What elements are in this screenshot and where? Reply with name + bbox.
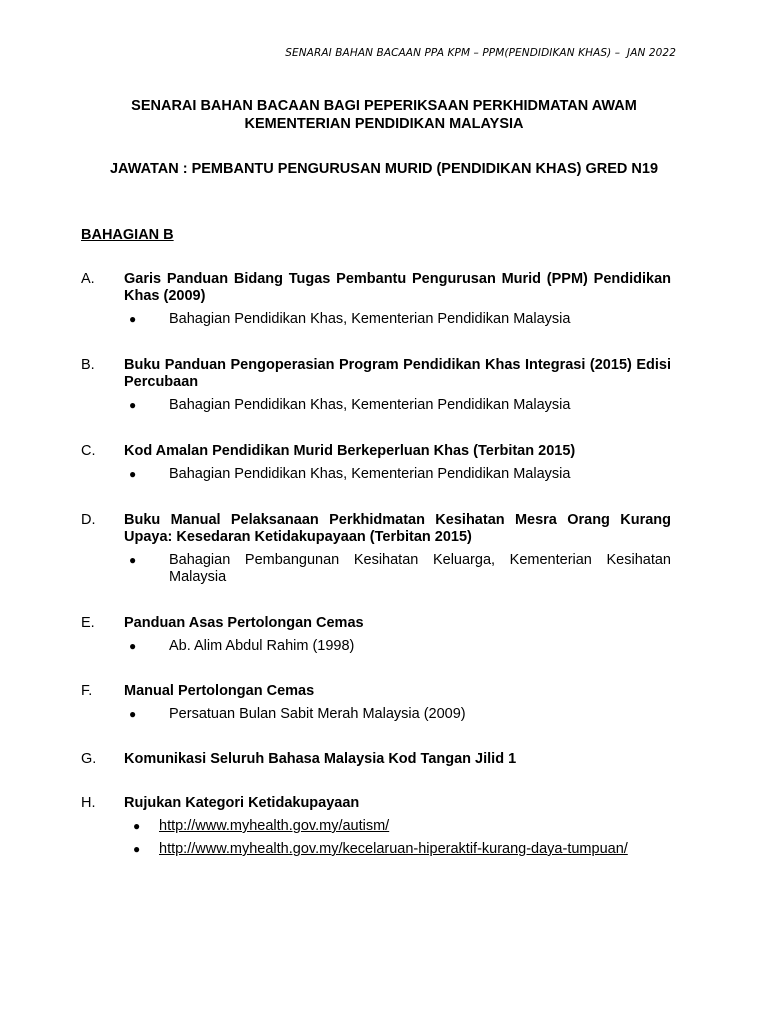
- reading-item-d: [81, 512, 671, 592]
- position-title: JAWATAN : PEMBANTU PENGURUSAN MURID (PENDIDIKAN KHAS) GRED N19: [109, 161, 659, 177]
- item-letter: D.: [81, 512, 96, 528]
- sub-item-text: Bahagian Pembangunan Kesihatan Keluarga, Kementerian Kesihatan Malaysia: [169, 552, 671, 585]
- item-title: Buku Panduan Pengoperasian Program Pendidikan Khas Integrasi (2015) Edisi Percubaan: [124, 357, 671, 390]
- item-sub-list: [81, 552, 671, 586]
- item-letter: F.: [81, 683, 93, 699]
- item-letter: H.: [81, 795, 96, 811]
- bullet-icon: ●: [129, 398, 137, 412]
- item-title: Kod Amalan Pendidikan Murid Berkeperluan Khas (Terbitan 2015): [124, 443, 576, 459]
- reading-item-e: [81, 615, 671, 661]
- list-item: [129, 552, 671, 586]
- sub-item-text: Bahagian Pendidikan Khas, Kementerian Pendidikan Malaysia: [169, 397, 571, 413]
- reading-item-b: [81, 357, 671, 420]
- list-item: [129, 466, 671, 483]
- item-title: Buku Manual Pelaksanaan Perkhidmatan Kesihatan Mesra Orang Kurang Upaya: Kesedaran Ketidakupayaan (Terbitan 2015): [124, 512, 671, 545]
- item-letter: G.: [81, 751, 97, 767]
- item-sub-list: [81, 638, 671, 655]
- list-item: [129, 706, 671, 723]
- section-heading: BAHAGIAN B: [81, 227, 174, 243]
- bullet-icon: ●: [133, 842, 141, 856]
- bullet-icon: ●: [129, 553, 137, 567]
- reading-item-h: [81, 795, 671, 864]
- bullet-icon: ●: [129, 639, 137, 653]
- reading-item-a: [81, 271, 671, 334]
- item-title: Garis Panduan Bidang Tugas Pembantu Pengurusan Murid (PPM) Pendidikan Khas (2009): [124, 271, 671, 304]
- document-title: [80, 97, 688, 133]
- bullet-icon: ●: [133, 819, 141, 833]
- item-link-list: [81, 818, 671, 858]
- bullet-icon: ●: [129, 312, 137, 326]
- item-letter: C.: [81, 443, 96, 459]
- reading-item-c: [81, 443, 671, 489]
- title-line-1: SENARAI BAHAN BACAAN BAGI PEPERIKSAAN PERKHIDMATAN AWAM: [131, 98, 637, 114]
- item-title: Komunikasi Seluruh Bahasa Malaysia Kod Tangan Jilid 1: [124, 751, 517, 767]
- item-sub-list: [81, 311, 671, 328]
- adhd-link[interactable]: http://www.myhealth.gov.my/kecelaruan-hiperaktif-kurang-daya-tumpuan/: [159, 841, 628, 857]
- list-item: [129, 311, 671, 328]
- list-item: [129, 638, 671, 655]
- sub-item-text: Persatuan Bulan Sabit Merah Malaysia (2009): [169, 706, 466, 722]
- list-item: [133, 841, 671, 858]
- reading-item-g: [81, 751, 671, 768]
- item-letter: E.: [81, 615, 95, 631]
- title-line-2: KEMENTERIAN PENDIDIKAN MALAYSIA: [244, 116, 524, 132]
- item-title: Manual Pertolongan Cemas: [124, 683, 315, 699]
- item-sub-list: [81, 706, 671, 723]
- bullet-icon: ●: [129, 707, 137, 721]
- sub-item-text: Ab. Alim Abdul Rahim (1998): [169, 638, 355, 654]
- running-header: SENARAI BAHAN BACAAN PPA KPM – PPM(PENDIDIKAN KHAS) – JAN 2022: [285, 47, 676, 59]
- item-letter: B.: [81, 357, 95, 373]
- item-sub-list: [81, 397, 671, 414]
- list-item: [129, 397, 671, 414]
- item-letter: A.: [81, 271, 95, 287]
- item-sub-list: [81, 466, 671, 483]
- list-item: [133, 818, 671, 835]
- autism-link[interactable]: http://www.myhealth.gov.my/autism/: [159, 818, 390, 834]
- item-title: Panduan Asas Pertolongan Cemas: [124, 615, 364, 631]
- sub-item-text: Bahagian Pendidikan Khas, Kementerian Pendidikan Malaysia: [169, 466, 571, 482]
- sub-item-text: Bahagian Pendidikan Khas, Kementerian Pendidikan Malaysia: [169, 311, 571, 327]
- item-title: Rujukan Kategori Ketidakupayaan: [124, 795, 360, 811]
- reading-item-f: [81, 683, 671, 729]
- bullet-icon: ●: [129, 467, 137, 481]
